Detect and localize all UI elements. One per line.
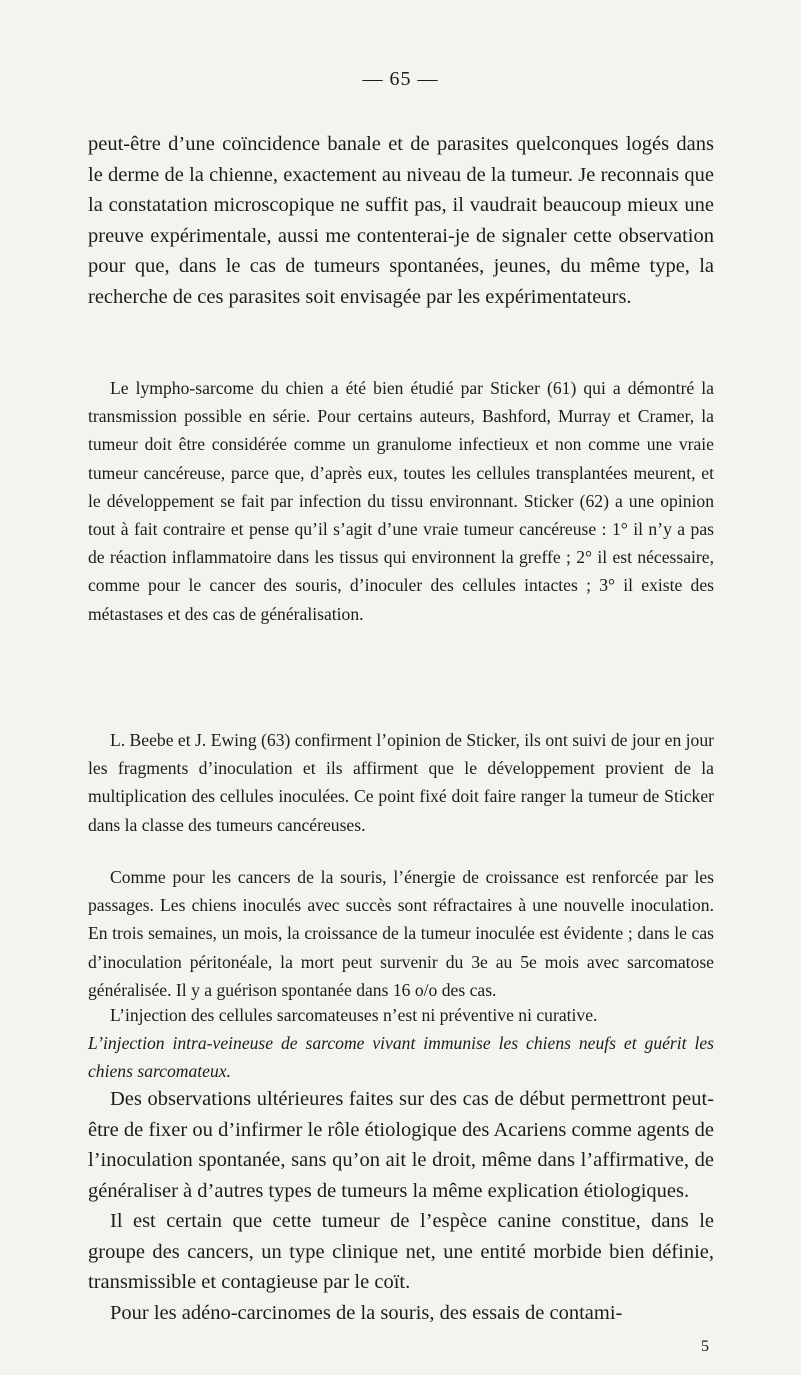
body-text-7 — [88, 1084, 714, 1206]
paragraph-9: Pour les adéno-carcinomes de la souris, des essais de contami- — [110, 1302, 623, 1324]
body-text-3 — [88, 726, 714, 839]
signature-mark: 5 — [701, 1338, 709, 1355]
paragraph-2: Le lympho-sarcome du chien a été bien étudié par Sticker (61) qui a démontré la transmission possible en série. Pour certains auteurs, Bashford, Murray et Cramer, la tumeur doit être considérée comme un granulome infectieux et non comme une vraie tumeur cancéreuse, parce que, d’après eux, toutes les cellules transplantées meurent, et le développement se fait par infection du tissu environnant. Sticker (62) a une opinion tout à fait contraire et pense qu’il s’agit d’une vraie tumeur cancéreuse : 1° il n’y a pas de réaction inflammatoire dans les tissus qui environnent la greffe ; 2° il est nécessaire, comme pour le cancer des souris, d’inoculer des cellules intactes ; 3° il existe des métastases et des cas de généralisation. — [88, 378, 714, 624]
paragraph-4: Comme pour les cancers de la souris, l’énergie de croissance est renforcée par les passages. Les chiens inoculés avec succès sont réfractaires à une nouvelle inoculation. En trois semaines, un mois, la croissance de la tumeur inoculée est évidente ; dans le cas d’inoculation péritonéale, la mort peut survenir du 3e au 5e mois avec sarcomatose généralisée. Il y a guérison spontanée dans 16 o/o des cas. — [88, 867, 714, 1000]
body-text-6 — [88, 1029, 714, 1085]
paragraph-8: Il est certain que cette tumeur de l’espèce canine constitue, dans le groupe des cancers, un type clinique net, une entité morbide bien définie, transmissible et contagieuse par le coït. — [88, 1210, 714, 1294]
paragraph-7: Des observations ultérieures faites sur des cas de début permettront peut-être de fixer ou d’infirmer le rôle étiologique des Acariens comme agents de l’inoculation spontanée, sans qu’on ait le droit, même dans l’affirmative, de généraliser à d’autres types de tumeurs la même explication étiologiques. — [88, 1088, 714, 1202]
paragraph-6-italic: L’injection intra-veineuse de sarcome vivant immunise les chiens neufs et guérit les chiens sarcomateux. — [88, 1033, 714, 1082]
paragraph-3: L. Beebe et J. Ewing (63) confirment l’opinion de Sticker, ils ont suivi de jour en jour les fragments d’inoculation et ils affirment que le développement provient de la multiplication des cellules inoculées. Ce point fixé doit faire ranger la tumeur de Sticker dans la classe des tumeurs cancéreuses. — [88, 730, 714, 835]
body-text-9 — [88, 1298, 714, 1329]
body-text-5 — [88, 1001, 714, 1029]
paragraph-1: peut-être d’une coïncidence banale et de parasites quelconques logés dans le derme de la chienne, exactement au niveau de la tumeur. Je reconnais que la constatation microscopique ne suffit pas, il vaudrait beaucoup mieux une preuve expérimentale, aussi me contenterai-je de signaler cette observation pour que, dans le cas de tumeurs spontanées, jeunes, du même type, la recherche de ces parasites soit envisagée par les expérimentateurs. — [88, 133, 714, 308]
body-text-2 — [88, 374, 714, 628]
paragraph-5: L’injection des cellules sarcomateuses n’est ni préventive ni curative. — [110, 1005, 598, 1025]
body-text-1 — [88, 129, 714, 313]
body-text-8 — [88, 1206, 714, 1298]
page-number: — 65 — — [362, 68, 439, 90]
body-text-4 — [88, 863, 714, 1004]
